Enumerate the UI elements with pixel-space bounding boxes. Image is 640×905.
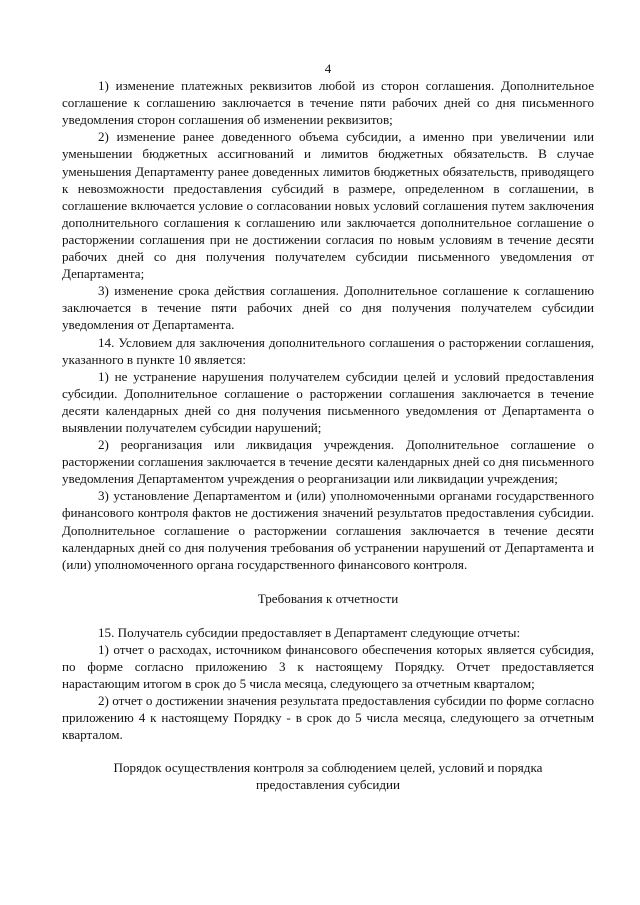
- paragraph-results-not-achieved: 3) установление Департаментом и (или) уполномоченными органами государственного финансового контроля фактов не достижения значений результатов предоставления субсидии. Дополнительное соглашение о расторжении соглашения заключается в течение десяти календарных дней со дня получения требования об устранении нарушений от Департамента и (или) уполномоченного органа государственного финансового контроля.: [62, 488, 594, 572]
- paragraph-change-subsidy-volume: 2) изменение ранее доведенного объема субсидии, а именно при увеличении или уменьшении бюджетных ассигнований и лимитов бюджетных обязательств. В случае уменьшения Департаменту ранее доведенных лимитов бюджетных обязательств, приводящего к невозможности предоставления субсидий в размере, определенном в соглашении, в соглашение включается условие о согласовании новых условий соглашения путем заключения дополнительного соглашения к соглашению или заключается дополнительное соглашение о расторжении соглашения при не достижении согласия по новым условиям в течение десяти рабочих дней со дня получения получателем субсидии письменного уведомления от Департамента;: [62, 129, 594, 282]
- paragraph-violation-not-eliminated: 1) не устранение нарушения получателем субсидии целей и условий предоставления субсидии. Дополнительное соглашение о расторжении соглашения заключается в течение десяти календарных дней со дня получения письменного уведомления от Департамента о выявлении получателем субсидии нарушений;: [62, 368, 594, 435]
- paragraph-expense-report: 1) отчет о расходах, источником финансового обеспечения которых является субсидия, по форме согласно приложению 3 к настоящему Порядку. Отчет предоставляется нарастающим итогом в срок до 5 числа месяца, следующего за отчетным кварталом;: [62, 642, 594, 692]
- section-heading-control-line1: Порядок осуществления контроля за соблюдением целей, условий и порядка: [113, 759, 543, 775]
- paragraph-14-termination-condition: 14. Условием для заключения дополнительного соглашения о расторжении соглашения, указанного в пункте 10 является:: [62, 334, 594, 367]
- paragraph-result-report: 2) отчет о достижении значения результата предоставления субсидии по форме согласно приложению 4 к настоящему Порядку - в срок до 5 числа месяца, следующего за отчетным кварталом.: [62, 693, 594, 743]
- paragraph-15-reports: 15. Получатель субсидии предоставляет в Департамент следующие отчеты:: [98, 624, 521, 640]
- section-heading-control-line2: предоставления субсидии: [255, 776, 401, 792]
- section-heading-reporting: Требования к отчетности: [257, 590, 399, 606]
- paragraph-reorganization: 2) реорганизация или ликвидация учреждения. Дополнительное соглашение о расторжении соглашения заключается в течение десяти календарных дней со дня письменного уведомления Департаментом учреждения о реорганизации или ликвидации учреждения;: [62, 437, 594, 487]
- section-heading-control: [62, 759, 594, 793]
- page-number: 4: [324, 61, 332, 76]
- paragraph-change-term: 3) изменение срока действия соглашения. Дополнительное соглашение к соглашению заключается в течение пяти рабочих дней со дня получения получателем субсидии уведомления от Департамента.: [62, 283, 594, 333]
- paragraph-change-payment-details: 1) изменение платежных реквизитов любой из сторон соглашения. Дополнительное соглашение к соглашению заключается в течение пяти рабочих дней со дня письменного уведомления сторон соглашения об изменении реквизитов;: [62, 78, 594, 128]
